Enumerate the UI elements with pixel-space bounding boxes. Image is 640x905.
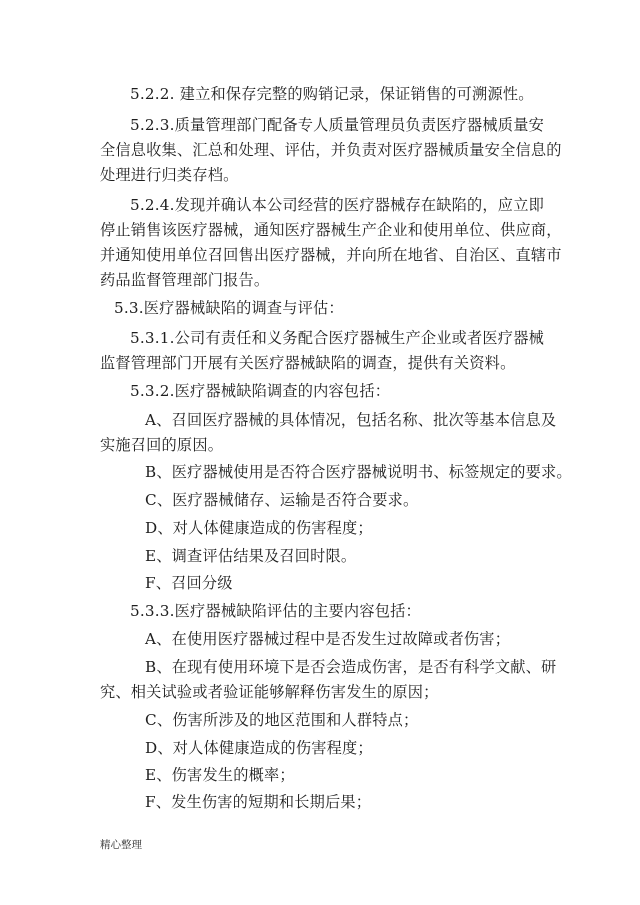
text-line: 监督管理部门开展有关医疗器械缺陷的调查，提供有关资料。 bbox=[100, 354, 516, 372]
text-line: 并通知使用单位召回售出医疗器械，并向所在地省、自治区、直辖市 bbox=[100, 246, 562, 264]
text-line: 全信息收集、汇总和处理、评估，并负责对医疗器械质量安全信息的 bbox=[100, 141, 562, 159]
text-line: 究、相关试验或者验证能够解释伤害发生的原因； bbox=[100, 683, 439, 701]
text-line: F、召回分级 bbox=[145, 574, 233, 592]
text-line: A、在使用医疗器械过程中是否发生过故障或者伤害； bbox=[145, 630, 511, 648]
text-line: F、发生伤害的短期和长期后果； bbox=[145, 793, 372, 811]
text-line: 处理进行归类存档。 bbox=[100, 166, 239, 184]
text-line: E、伤害发生的概率； bbox=[145, 766, 295, 784]
text-line: E、调查评估结果及召回时限。 bbox=[145, 547, 357, 565]
text-line: B、医疗器械使用是否符合医疗器械说明书、标签规定的要求。 bbox=[145, 463, 572, 481]
text-line: 5.2.3.质量管理部门配备专人质量管理员负责医疗器械质量安 bbox=[130, 116, 544, 134]
text-line: 实施召回的原因。 bbox=[100, 436, 224, 454]
text-line: 5.2.4.发现并确认本公司经营的医疗器械存在缺陷的，应立即 bbox=[130, 196, 544, 214]
text-line: 5.3.医疗器械缺陷的调查与评估： bbox=[114, 299, 344, 317]
text-line: 5.2.2. 建立和保存完整的购销记录，保证销售的可溯源性。 bbox=[130, 85, 534, 103]
text-line: B、在现有使用环境下是否会造成伤害，是否有科学文献、研 bbox=[145, 658, 557, 676]
text-line: 5.3.1.公司有责任和义务配合医疗器械生产企业或者医疗器械 bbox=[130, 329, 544, 347]
text-line: 5.3.3.医疗器械缺陷评估的主要内容包括： bbox=[130, 602, 421, 620]
text-line: A、召回医疗器械的具体情况，包括名称、批次等基本信息及 bbox=[145, 411, 557, 429]
text-line: 停止销售该医疗器械，通知医疗器械生产企业和使用单位、供应商， bbox=[100, 221, 562, 239]
text-line: C、医疗器械储存、运输是否符合要求。 bbox=[145, 491, 419, 509]
text-line: D、对人体健康造成的伤害程度； bbox=[145, 739, 373, 757]
text-line: 5.3.2.医疗器械缺陷调查的内容包括： bbox=[130, 382, 391, 400]
text-line: 药品监督管理部门报告。 bbox=[100, 271, 270, 289]
text-line: D、对人体健康造成的伤害程度； bbox=[145, 519, 373, 537]
page-footer: 精心整理 bbox=[100, 839, 142, 851]
text-line: C、伤害所涉及的地区范围和人群特点； bbox=[145, 711, 419, 729]
